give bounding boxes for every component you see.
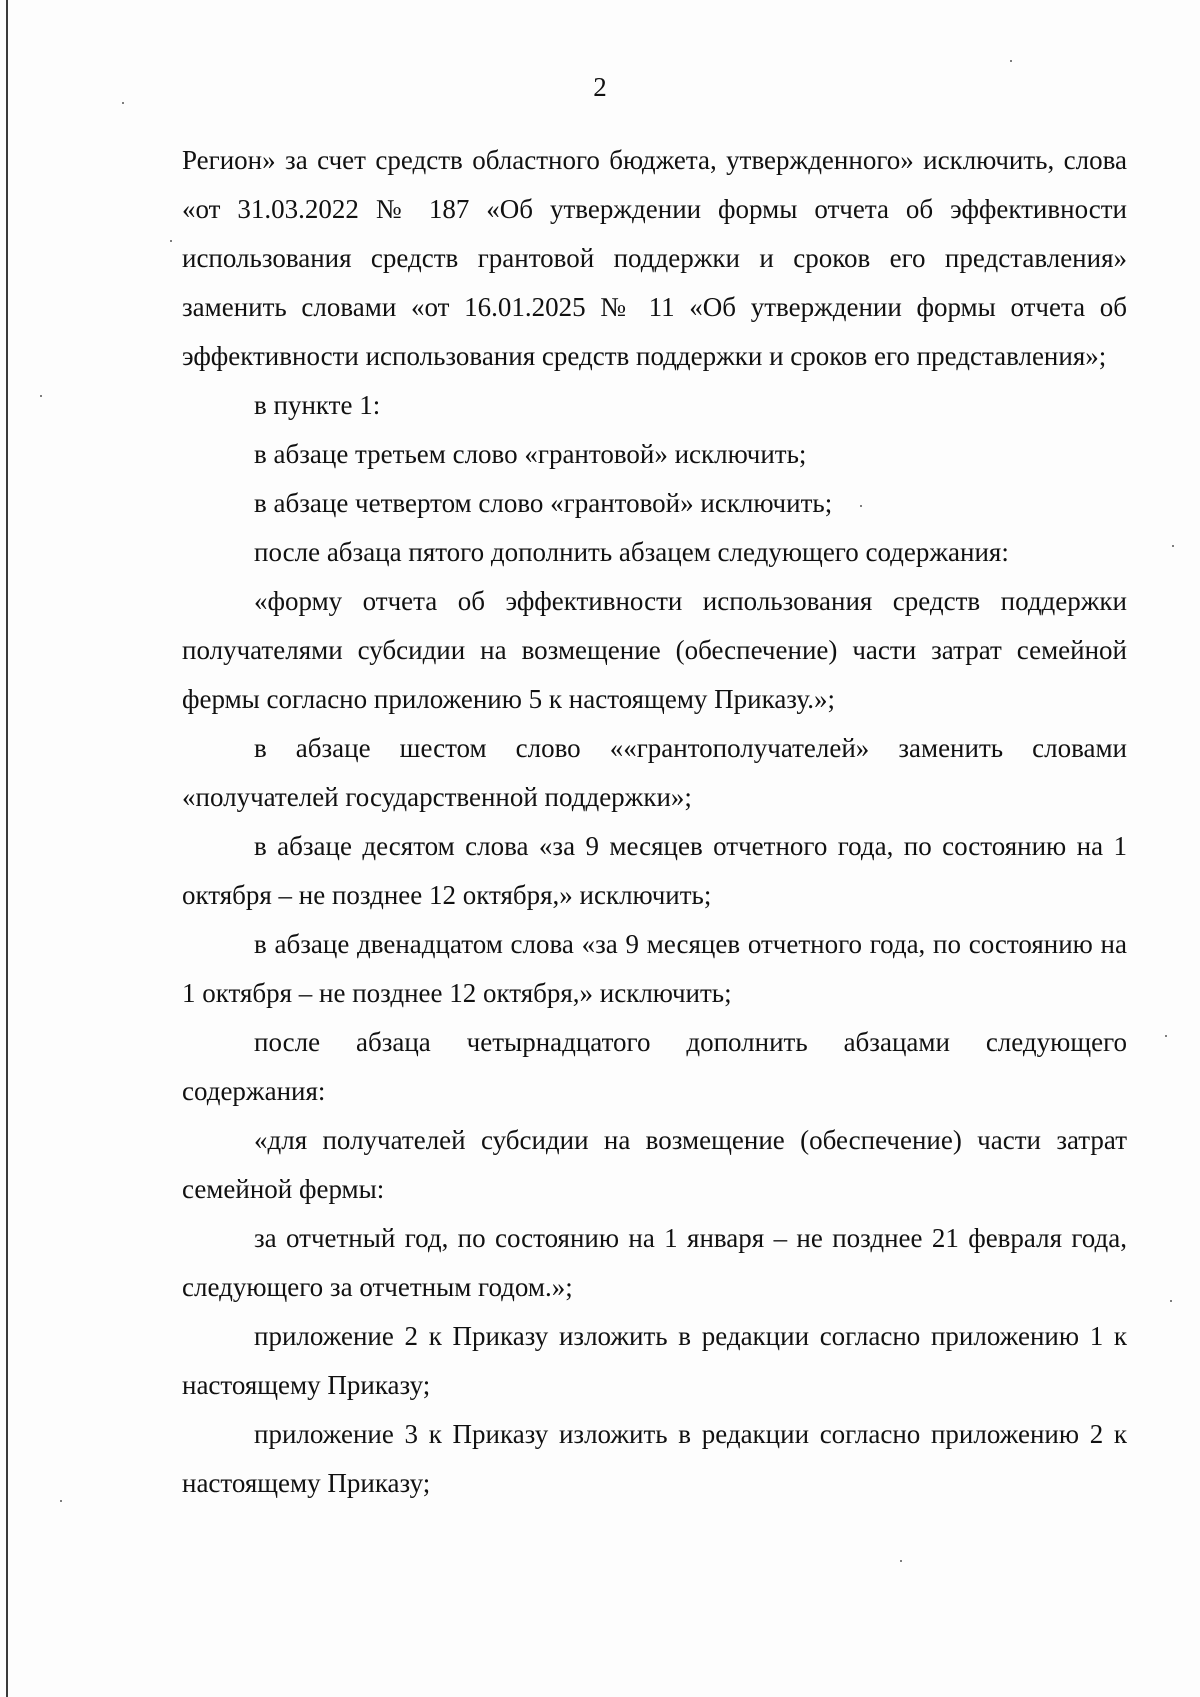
scan-left-edge (6, 0, 8, 1697)
page-number: 2 (593, 72, 607, 102)
document-body (182, 136, 1127, 1508)
scan-speck (40, 395, 42, 397)
paragraph-item-2: в абзаце третьем слово «грантовой» исключить; (254, 439, 807, 469)
paragraph-item-3: в абзаце четвертом слово «грантовой» исключить; (254, 488, 833, 518)
scan-speck (1172, 545, 1174, 547)
scan-speck (1010, 60, 1012, 62)
paragraph-item-4: после абзаца пятого дополнить абзацем следующего содержания: (254, 537, 1009, 567)
paragraph-item-6: в абзаце шестом слово ««грантополучателей» заменить словами «получателей государственной поддержки»; (182, 733, 1127, 812)
paragraph-item-7: в абзаце десятом слова «за 9 месяцев отчетного года, по состоянию на 1 октября – не позднее 12 октября,» исключить; (182, 831, 1127, 910)
scan-speck (900, 1560, 902, 1562)
scan-speck (860, 505, 862, 507)
scan-speck (60, 1500, 62, 1502)
paragraph-item-11: за отчетный год, по состоянию на 1 января – не позднее 21 февраля года, следующего за отчетным годом.»; (182, 1223, 1127, 1302)
paragraph-continuation: Регион» за счет средств областного бюджета, утвержденного» исключить, слова «от 31.03.2022 № 187 «Об утверждении формы отчета об эффективности использования средств грантовой поддержки и сроков его представления» заменить словами «от 16.01.2025 № 11 «Об утверждении формы отчета об эффективности использования средств поддержки и сроков его представления»; (182, 145, 1127, 371)
paragraph-item-5: «форму отчета об эффективности использования средств поддержки получателями субсидии на возмещение (обеспечение) части затрат семейной фермы согласно приложению 5 к настоящему Приказу.»; (182, 586, 1127, 714)
scan-speck (170, 240, 172, 242)
scan-speck (122, 102, 124, 104)
paragraph-item-13: приложение 3 к Приказу изложить в редакции согласно приложению 2 к настоящему Приказу; (182, 1419, 1127, 1498)
paragraph-item-12: приложение 2 к Приказу изложить в редакции согласно приложению 1 к настоящему Приказу; (182, 1321, 1127, 1400)
paragraph-item-9: после абзаца четырнадцатого дополнить абзацами следующего содержания: (182, 1027, 1127, 1106)
paragraph-item-1: в пункте 1: (254, 390, 381, 420)
paragraph-item-10: «для получателей субсидии на возмещение (обеспечение) части затрат семейной фермы: (182, 1125, 1127, 1204)
scan-speck (1170, 1300, 1172, 1302)
scan-speck (1165, 1035, 1167, 1037)
paragraph-item-8: в абзаце двенадцатом слова «за 9 месяцев отчетного года, по состоянию на 1 октября – не позднее 12 октября,» исключить; (182, 929, 1127, 1008)
